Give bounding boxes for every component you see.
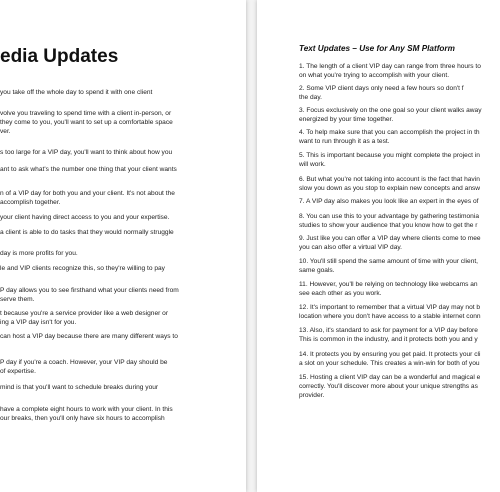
paragraph (0, 383, 246, 392)
paragraph-line: le and VIP clients recognize this, so they're willing to pay (0, 265, 165, 272)
paragraph-line: energized by your time together. (299, 116, 394, 123)
paragraph-line: day is more profits for you. (0, 250, 78, 257)
paragraph (299, 350, 500, 368)
document-page-left (0, 0, 246, 492)
paragraph-line: 4. To help make sure that you can accomplish the project in th (299, 129, 480, 136)
paragraph-line: n of a VIP day for both you and your client. It's not about the (0, 190, 175, 197)
paragraph-line: a slot on your schedule. This creates a win-win for both of you (299, 360, 480, 367)
paragraph (299, 151, 500, 169)
paragraph-line: slow you down as you stop to explain new concepts and answ (299, 185, 481, 192)
paragraph (0, 309, 246, 327)
paragraph-line: see each other as you work. (299, 290, 382, 297)
paragraph-line: 11. However, you'll be relying on technology like webcams an (299, 281, 478, 288)
paragraph-line: serve them. (0, 296, 35, 303)
paragraph-line: your client having direct access to you and your expertise. (0, 214, 170, 221)
paragraph-line: 15. Hosting a client VIP day can be a wonderful and magical e (299, 374, 481, 381)
paragraph-line: on what you're trying to accomplish with your client. (299, 72, 450, 79)
paragraph-line: s too large for a VIP day, you'll want to think about how you (0, 149, 173, 156)
paragraph-line: correctly. You'll discover more about your unique strengths as (299, 383, 478, 390)
paragraph (0, 332, 246, 341)
paragraph (299, 280, 500, 298)
paragraph-line: will work. (299, 161, 326, 168)
paragraph (0, 228, 246, 237)
paragraph-line: want to run through it as a test. (299, 138, 390, 145)
paragraph-line: can host a VIP day because there are many different ways to (0, 333, 178, 340)
paragraph-line: 6. But what you're not taking into account is the fact that havin (299, 176, 480, 183)
paragraph-line: ver. (0, 128, 11, 135)
document-page-right (257, 0, 500, 492)
paragraph (0, 189, 246, 207)
paragraph (0, 286, 246, 304)
paragraph (299, 234, 500, 252)
paragraph (299, 257, 500, 275)
paragraph (299, 175, 500, 193)
paragraph (0, 109, 246, 136)
paragraph-line: 1. The length of a client VIP day can range from three hours to (299, 63, 481, 70)
paragraph-line: volve you traveling to spend time with a client in-person, or (0, 110, 172, 117)
page-title: edia Updates (0, 46, 119, 67)
section-subtitle: Text Updates – Use for Any SM Platform (299, 44, 455, 53)
paragraph-line: P day allows you to see firsthand what your clients need from (0, 287, 179, 294)
paragraph (0, 358, 246, 376)
paragraph (299, 373, 500, 400)
paragraph (0, 88, 246, 97)
paragraph (299, 212, 500, 230)
paragraph-line: ing a VIP day isn't for you. (0, 319, 77, 326)
paragraph (0, 165, 246, 174)
paragraph (299, 84, 500, 102)
paragraph-line: 7. A VIP day also makes you look like an expert in the eyes of (299, 198, 479, 205)
paragraph (299, 197, 500, 206)
paragraph (299, 62, 500, 80)
paragraph-line: 8. You can use this to your advantage by gathering testimonia (299, 213, 479, 220)
paragraph-line: location where you don't have access to a stable internet conn (299, 313, 481, 320)
paragraph-line: accomplish together. (0, 199, 61, 206)
paragraph-line: have a complete eight hours to work with your client. In this (0, 406, 173, 413)
paragraph (299, 128, 500, 146)
paragraph-line: of expertise. (0, 368, 36, 375)
paragraph-line: 10. You'll still spend the same amount of time with your client, (299, 258, 479, 265)
paragraph-line: 3. Focus exclusively on the one goal so your client walks away (299, 107, 482, 114)
paragraph-line: ant to ask what's the number one thing that your client wants (0, 166, 177, 173)
paragraph-line: t because you're a service provider like a web designer or (0, 310, 169, 317)
paragraph-line: 5. This is important because you might complete the project in (299, 152, 480, 159)
paragraph-line: you can also offer a virtual VIP day. (299, 244, 402, 251)
paragraph-line: 12. It's important to remember that a virtual VIP day may not b (299, 304, 481, 311)
paragraph (0, 264, 246, 273)
paragraph (299, 106, 500, 124)
paragraph-line: This is common in the industry, and it protects both you and y (299, 336, 478, 343)
paragraph-line: P day if you're a coach. However, your VIP day should be (0, 359, 168, 366)
paragraph (299, 303, 500, 321)
paragraph-line: 14. It protects you by ensuring you get paid. It protects your cli (299, 351, 481, 358)
paragraph (0, 148, 246, 157)
paragraph (0, 213, 246, 222)
paragraph-line: they come to you, you'll want to set up a comfortable space (0, 119, 173, 126)
paragraph-line: our breaks, then you'll only have six hours to accomplish (0, 415, 165, 422)
paragraph-line: 9. Just like you can offer a VIP day where clients come to mee (299, 235, 481, 242)
paragraph (299, 326, 500, 344)
paragraph-line: mind is that you'll want to schedule breaks during your (0, 384, 159, 391)
paragraph (0, 405, 246, 423)
paragraph-line: a client is able to do tasks that they would normally struggle (0, 229, 174, 236)
paragraph (0, 249, 246, 258)
paragraph-line: you take off the whole day to spend it with one client (0, 89, 153, 96)
paragraph-line: studies to show your audience that you know how to get the r (299, 222, 478, 229)
paragraph-line: 2. Some VIP client days only need a few hours so don't f (299, 85, 464, 92)
paragraph-line: the day. (299, 94, 322, 101)
paragraph-line: same goals. (299, 267, 335, 274)
paragraph-line: 13. Also, it's standard to ask for payment for a VIP day before (299, 327, 478, 334)
paragraph-line: provider. (299, 392, 325, 399)
